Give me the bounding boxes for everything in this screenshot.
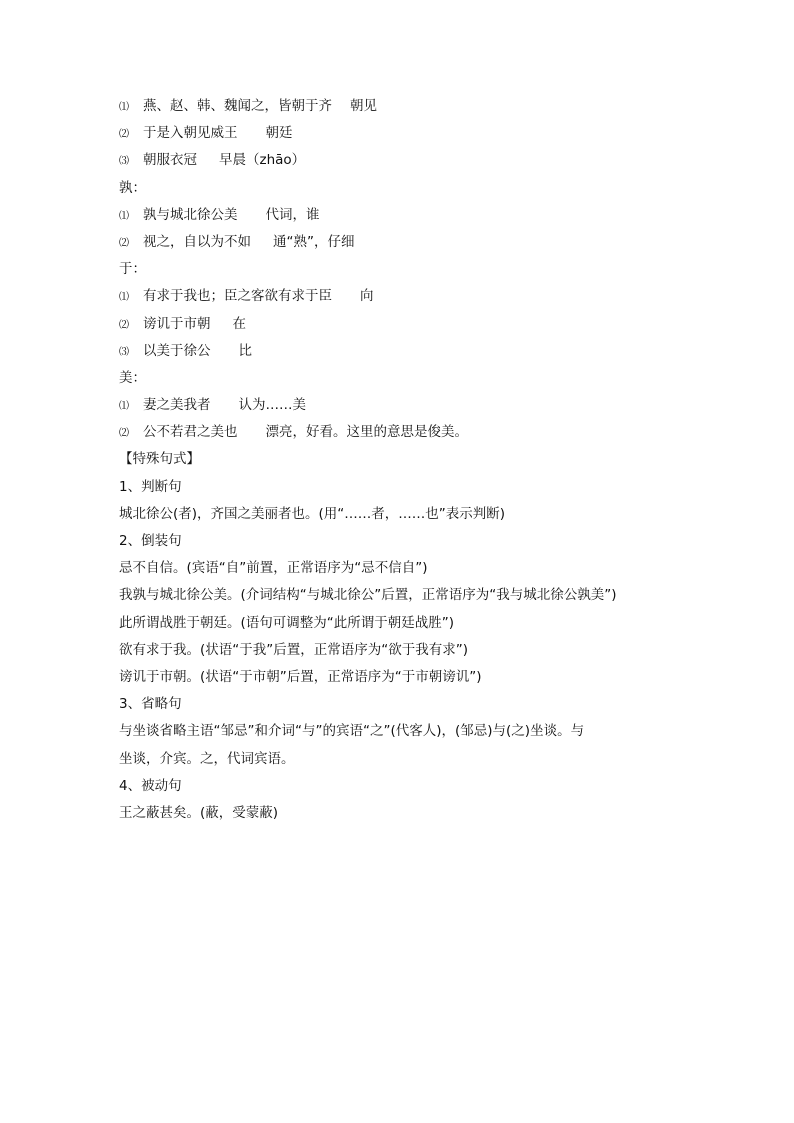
list-item	[119, 147, 689, 174]
section-title: 【特殊句式】	[119, 451, 200, 468]
item-number: ⑴	[119, 102, 129, 113]
item-number: ⑶	[119, 346, 129, 358]
example-text: 视之，自以为不如	[143, 233, 251, 250]
meaning-text: 通“熟”，仔细	[273, 233, 355, 250]
meaning-text: 朝廷	[265, 125, 293, 142]
meaning-text: 比	[238, 342, 252, 359]
document-content	[119, 93, 689, 827]
item-number: ⑶	[119, 156, 129, 168]
item-number: ⑵	[119, 319, 129, 331]
subsection-title: 2、倒装句	[119, 533, 182, 549]
list-item	[119, 283, 689, 310]
body-text: 此所谓战胜于朝廷。(语句可调整为“此所谓于朝廷战胜”)	[119, 614, 455, 631]
example-text: 以美于徐公	[143, 342, 211, 359]
example-text: 孰与城北徐公美	[143, 206, 238, 223]
example-text: 燕、赵、韩、魏闻之，皆朝于齐	[143, 98, 332, 114]
example-text: 公不若君之美也	[143, 424, 238, 441]
body-text: 王之蔽甚矣。(蔽，受蒙蔽)	[119, 804, 279, 821]
meaning-text: 在	[232, 315, 246, 332]
word-heading: 孰：	[119, 179, 146, 196]
item-number: ⑵	[119, 129, 129, 141]
item-number: ⑴	[119, 210, 129, 222]
subsection-title: 1、判断句	[119, 478, 182, 495]
body-text: 与坐谈省略主语“邹忌”和介词“与”的宾语“之”(代客人)，(邹忌)与(之)坐谈。与	[119, 723, 585, 740]
example-text: 朝服衣冠	[143, 152, 197, 169]
body-text: 谤讥于市朝。(状语“于市朝”后置，正常语序为“于市朝谤讥”)	[119, 668, 482, 685]
word-heading: 于：	[119, 261, 146, 278]
item-number: ⑵	[119, 237, 129, 249]
list-item	[119, 120, 689, 147]
list-item	[119, 202, 689, 229]
example-text: 谤讥于市朝	[143, 315, 211, 332]
item-number: ⑵	[119, 428, 129, 440]
example-text: 妻之美我者	[143, 397, 211, 414]
list-item	[119, 93, 689, 120]
meaning-text: 认为……美	[238, 397, 306, 414]
list-item	[119, 392, 689, 419]
subsection-title: 3、省略句	[119, 696, 182, 713]
body-text: 我孰与城北徐公美。(介词结构“与城北徐公”后置，正常语序为“我与城北徐公孰美”)	[119, 587, 617, 604]
body-text: 坐谈，介宾。之，代词宾语。	[119, 750, 295, 767]
list-item	[119, 419, 689, 446]
body-text: 城北徐公(者)，齐国之美丽者也。(用“……者，……也”表示判断)	[119, 505, 506, 522]
meaning-text: 早晨（zhāo）	[219, 152, 306, 169]
example-text: 于是入朝见威王	[143, 125, 238, 142]
meaning-text: 向	[360, 288, 374, 305]
list-item	[119, 311, 689, 338]
word-heading: 美：	[119, 369, 146, 386]
list-item	[119, 229, 689, 256]
body-text: 忌不自信。(宾语“自”前置，正常语序为“忌不信自”)	[119, 560, 428, 577]
meaning-text: 朝见	[350, 98, 377, 114]
body-text: 欲有求于我。(状语“于我”后置，正常语序为“欲于我有求”)	[119, 641, 469, 658]
item-number: ⑴	[119, 401, 129, 413]
meaning-text: 代词，谁	[265, 206, 320, 223]
example-text: 有求于我也；臣之客欲有求于臣	[143, 288, 332, 305]
subsection-title: 4、被动句	[119, 777, 182, 794]
list-item	[119, 338, 689, 365]
item-number: ⑴	[119, 292, 129, 304]
meaning-text: 漂亮，好看。这里的意思是俊美。	[265, 424, 468, 441]
